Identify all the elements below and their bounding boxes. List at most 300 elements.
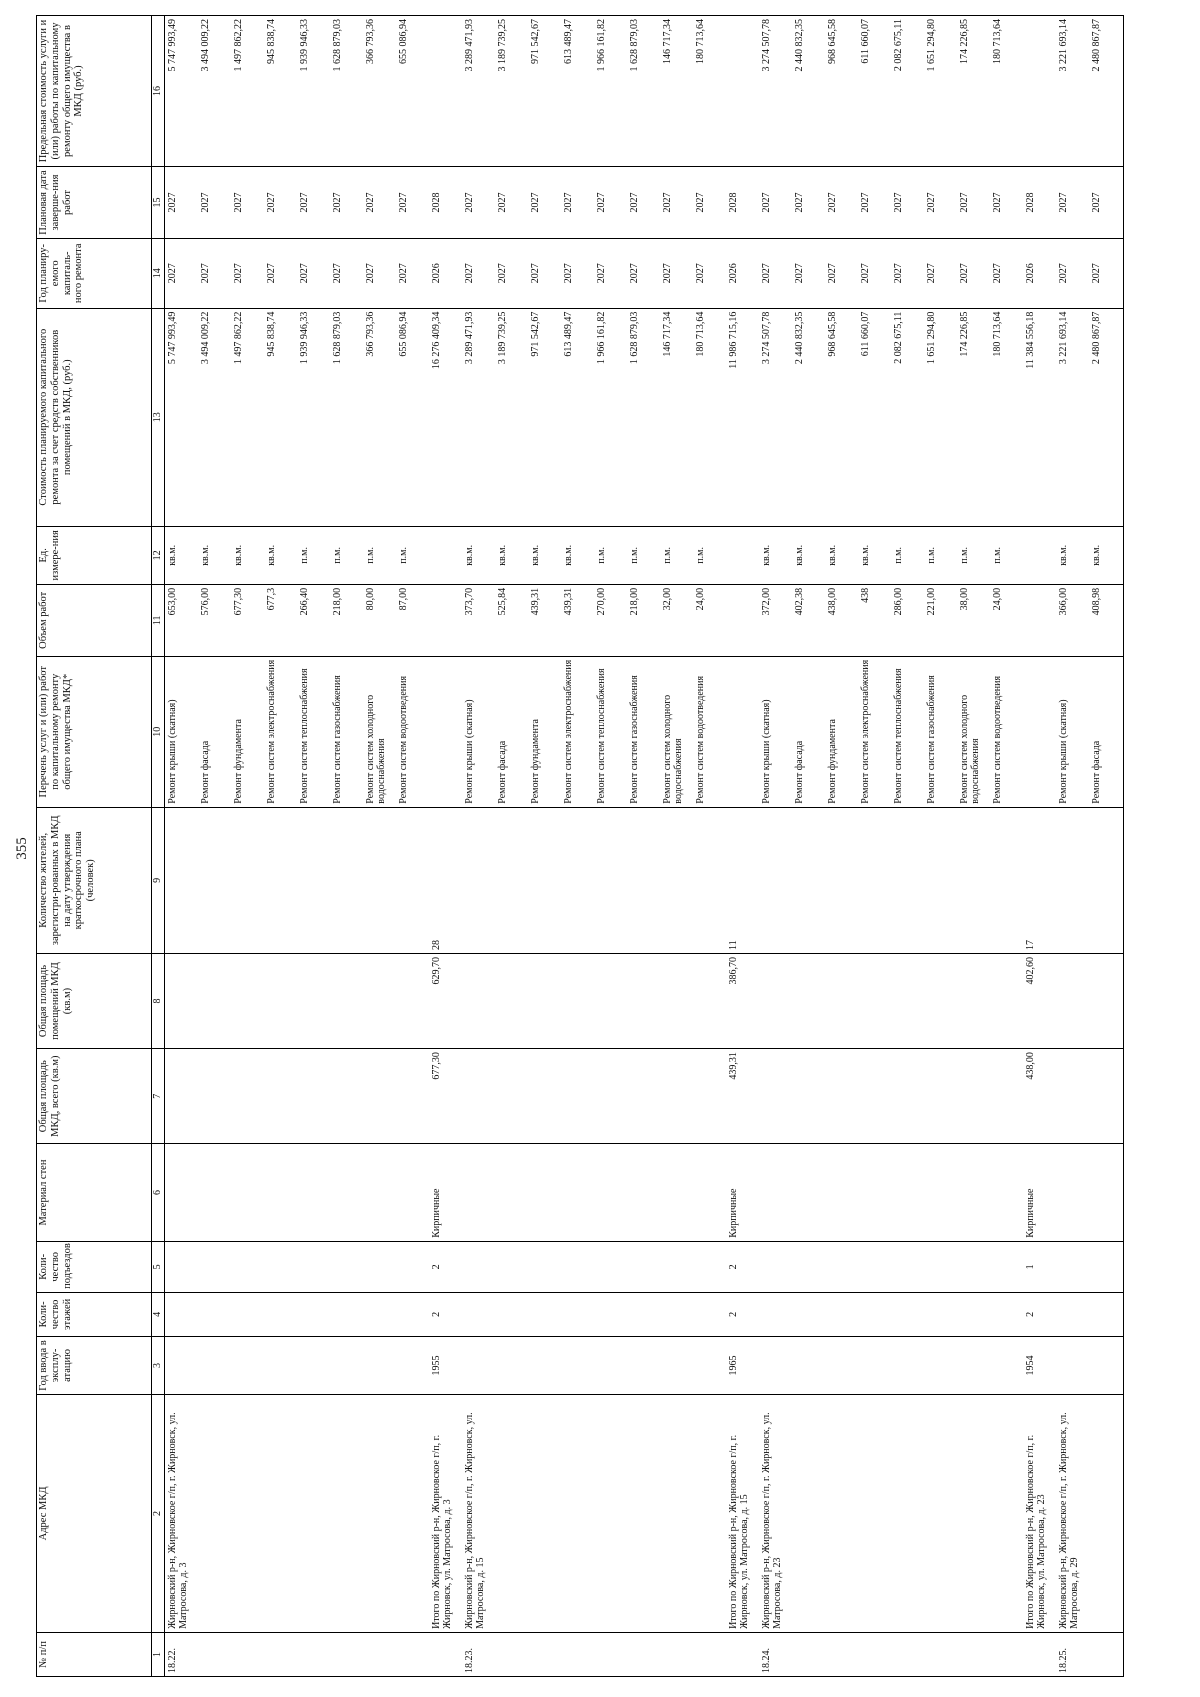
cell-col-15: 2027 [165,167,200,239]
table-row [232,16,265,1677]
cell-col-11 [727,584,759,656]
cell-col-14: 2027 [165,238,200,308]
cell-col-1: 18.25. [1056,1632,1090,1676]
cell-col-10: Ремонт крыши (скатная) [462,656,496,807]
cell-col-8 [826,953,859,1048]
cell-col-1 [331,1632,364,1676]
column-header-14: Год планиру-емого капиталь-ного ремонта [37,238,152,308]
cell-col-12: кв.м. [265,526,298,584]
cell-col-16: 3 494 009,22 [199,16,232,167]
cell-col-3 [892,1336,925,1394]
cell-col-4 [529,1292,562,1336]
cell-col-2 [298,1394,331,1632]
cell-col-10: Ремонт фундамента [826,656,859,807]
cell-col-5 [661,1241,694,1292]
cell-col-10: Ремонт фасада [793,656,826,807]
cell-col-3 [859,1336,892,1394]
cell-col-8 [496,953,529,1048]
cell-col-16 [1024,16,1056,167]
cell-col-14: 2027 [826,238,859,308]
cell-col-14: 2027 [991,238,1024,308]
cell-col-8 [562,953,595,1048]
cell-col-11: 438 [859,584,892,656]
cell-col-5 [892,1241,925,1292]
cell-col-8 [991,953,1024,1048]
cell-col-7: 438,00 [1024,1049,1056,1144]
cell-col-14: 2027 [925,238,958,308]
cell-col-15: 2028 [727,167,759,239]
cell-col-7 [364,1049,397,1144]
cell-col-1 [298,1632,331,1676]
cell-col-3 [694,1336,727,1394]
cell-col-7 [759,1049,793,1144]
cell-col-6: Кирпичные [727,1144,759,1242]
cell-col-8 [462,953,496,1048]
cell-col-11: 402,38 [793,584,826,656]
cell-col-1 [1090,1632,1124,1676]
table-row [826,16,859,1677]
table-row [991,16,1024,1677]
cell-col-9 [397,807,430,953]
cell-col-4 [826,1292,859,1336]
cell-col-3 [628,1336,661,1394]
cell-col-5: 2 [727,1241,759,1292]
cell-col-15: 2027 [826,167,859,239]
cell-col-4 [496,1292,529,1336]
cell-col-12: п.м. [331,526,364,584]
table-row [793,16,826,1677]
cell-col-9 [462,807,496,953]
cell-col-9 [496,807,529,953]
cell-col-6 [628,1144,661,1242]
cell-col-15: 2027 [759,167,793,239]
cell-col-11: 439,31 [529,584,562,656]
cell-col-8 [892,953,925,1048]
column-number-10: 10 [152,656,165,807]
cell-col-8: 629,70 [430,953,462,1048]
cell-col-15: 2027 [628,167,661,239]
cell-col-7 [628,1049,661,1144]
cell-col-14: 2027 [694,238,727,308]
cell-col-4 [991,1292,1024,1336]
cell-col-9 [694,807,727,953]
cell-col-7 [397,1049,430,1144]
cell-col-8 [232,953,265,1048]
cell-col-9 [265,807,298,953]
cell-col-14: 2027 [1056,238,1090,308]
cell-col-4 [199,1292,232,1336]
cell-col-16: 180 713,64 [991,16,1024,167]
cell-col-10: Ремонт фасада [496,656,529,807]
cell-col-13: 968 645,58 [826,308,859,526]
column-number-row [152,16,165,1677]
cell-col-5 [991,1241,1024,1292]
cell-col-1: 18.24. [759,1632,793,1676]
cell-col-9 [529,807,562,953]
cell-col-16: 2 440 832,35 [793,16,826,167]
cell-col-10: Ремонт систем газоснабжения [331,656,364,807]
table-row [496,16,529,1677]
cell-col-2 [991,1394,1024,1632]
cell-col-12: п.м. [298,526,331,584]
table-row [397,16,430,1677]
cell-col-6 [595,1144,628,1242]
cell-col-9: 11 [727,807,759,953]
cell-col-12: п.м. [628,526,661,584]
cell-col-5 [496,1241,529,1292]
table-row [759,16,793,1677]
column-header-5: Коли-чество подъездов [37,1241,152,1292]
column-header-2: Адрес МКД [37,1394,152,1632]
cell-col-15: 2027 [331,167,364,239]
cell-col-4: 2 [430,1292,462,1336]
cell-col-8 [661,953,694,1048]
cell-col-7 [892,1049,925,1144]
cell-col-6 [397,1144,430,1242]
table-row [529,16,562,1677]
cell-col-4 [1090,1292,1124,1336]
cell-col-5 [694,1241,727,1292]
cell-col-7 [661,1049,694,1144]
cell-col-13: 16 276 409,34 [430,308,462,526]
cell-col-7 [562,1049,595,1144]
cell-col-5: 1 [1024,1241,1056,1292]
cell-col-15: 2027 [595,167,628,239]
cell-col-2: Итого по Жирновский р-н, Жирновское г/п, г. Жирновск, ул. Матросова, д. 23 [1024,1394,1056,1632]
cell-col-4 [661,1292,694,1336]
cell-col-6 [1056,1144,1090,1242]
cell-col-13: 611 660,07 [859,308,892,526]
cell-col-11: 221,00 [925,584,958,656]
cell-col-3 [1056,1336,1090,1394]
cell-col-3 [595,1336,628,1394]
cell-col-5 [529,1241,562,1292]
cell-col-6 [331,1144,364,1242]
cell-col-2 [199,1394,232,1632]
column-number-16: 16 [152,16,165,167]
cell-col-15: 2027 [661,167,694,239]
cell-col-8 [298,953,331,1048]
cell-col-13: 655 086,94 [397,308,430,526]
cell-col-12: кв.м. [165,526,200,584]
cell-col-3 [298,1336,331,1394]
cell-col-16: 971 542,67 [529,16,562,167]
cell-col-7 [793,1049,826,1144]
cell-col-3 [1090,1336,1124,1394]
cell-col-13: 1 628 879,03 [331,308,364,526]
cell-col-10: Ремонт систем теплоснабжения [595,656,628,807]
cell-col-7 [1090,1049,1124,1144]
cell-col-10: Ремонт систем водоотведения [991,656,1024,807]
cell-col-15: 2027 [232,167,265,239]
cell-col-6 [364,1144,397,1242]
cell-col-12: п.м. [694,526,727,584]
cell-col-8 [595,953,628,1048]
cell-col-2 [562,1394,595,1632]
cell-col-1 [397,1632,430,1676]
cell-col-5 [925,1241,958,1292]
cell-col-14: 2027 [661,238,694,308]
cell-col-16: 945 838,74 [265,16,298,167]
cell-col-14: 2027 [793,238,826,308]
cell-col-8 [1056,953,1090,1048]
cell-col-6 [694,1144,727,1242]
cell-col-15: 2027 [397,167,430,239]
cell-col-16: 1 628 879,03 [628,16,661,167]
cell-col-7 [694,1049,727,1144]
cell-col-9: 17 [1024,807,1056,953]
cell-col-16: 1 651 294,80 [925,16,958,167]
table-row [661,16,694,1677]
cell-col-5 [232,1241,265,1292]
cell-col-4 [397,1292,430,1336]
cell-col-13: 3 289 471,93 [462,308,496,526]
cell-col-6 [661,1144,694,1242]
cell-col-4 [759,1292,793,1336]
cell-col-1 [727,1632,759,1676]
cell-col-16: 2 480 867,87 [1090,16,1124,167]
cell-col-8 [694,953,727,1048]
cell-col-6 [496,1144,529,1242]
cell-col-1 [1024,1632,1056,1676]
cell-col-1 [826,1632,859,1676]
cell-col-14: 2027 [397,238,430,308]
cell-col-6 [958,1144,991,1242]
cell-col-12: кв.м. [859,526,892,584]
cell-col-15: 2027 [859,167,892,239]
cell-col-2 [529,1394,562,1632]
cell-col-2 [232,1394,265,1632]
column-number-14: 14 [152,238,165,308]
cell-col-11: 653,00 [165,584,200,656]
cell-col-1: 18.22. [165,1632,200,1676]
cell-col-13: 11 986 715,16 [727,308,759,526]
cell-col-9 [793,807,826,953]
cell-col-14: 2026 [430,238,462,308]
cell-col-8 [199,953,232,1048]
cell-col-12: п.м. [397,526,430,584]
cell-col-1 [793,1632,826,1676]
cell-col-5 [199,1241,232,1292]
cell-col-10: Ремонт систем теплоснабжения [892,656,925,807]
cell-col-2 [793,1394,826,1632]
cell-col-15: 2027 [892,167,925,239]
cell-col-15: 2027 [958,167,991,239]
cell-col-3 [661,1336,694,1394]
cell-col-15: 2027 [925,167,958,239]
cell-col-16: 174 226,85 [958,16,991,167]
cell-col-3: 1955 [430,1336,462,1394]
cell-col-8 [793,953,826,1048]
column-number-7: 7 [152,1049,165,1144]
column-number-8: 8 [152,953,165,1048]
column-number-9: 9 [152,807,165,953]
cell-col-7 [1056,1049,1090,1144]
cell-col-6 [265,1144,298,1242]
cell-col-16 [727,16,759,167]
cell-col-1 [529,1632,562,1676]
cell-col-11: 408,98 [1090,584,1124,656]
cell-col-3 [529,1336,562,1394]
cell-col-10: Ремонт систем холодного водоснабжения [958,656,991,807]
cell-col-5 [364,1241,397,1292]
cell-col-12: п.м. [364,526,397,584]
cell-col-13: 3 494 009,22 [199,308,232,526]
cell-col-12: кв.м. [199,526,232,584]
cell-col-4 [1056,1292,1090,1336]
cell-col-7 [298,1049,331,1144]
cell-col-6 [462,1144,496,1242]
cell-col-8 [331,953,364,1048]
cell-col-11: 80,00 [364,584,397,656]
column-header-10: Перечень услуг и (или) работ по капитальному ремонту общего имущества МКД* [37,656,152,807]
column-header-13: Стоимость планируемого капитального ремонта за счет средств собственников помещений в МКД, (руб.) [37,308,152,526]
cell-col-14: 2027 [462,238,496,308]
cell-col-9 [759,807,793,953]
cell-col-9 [925,807,958,953]
cell-col-7 [165,1049,200,1144]
cell-col-4: 2 [727,1292,759,1336]
table-row [364,16,397,1677]
cell-col-12: п.м. [925,526,958,584]
cell-col-15: 2027 [529,167,562,239]
cell-col-16: 3 189 739,25 [496,16,529,167]
cell-col-15: 2027 [265,167,298,239]
cell-col-10: Ремонт систем холодного водоснабжения [661,656,694,807]
cell-col-10: Ремонт крыши (скатная) [1056,656,1090,807]
cell-col-13: 3 221 693,14 [1056,308,1090,526]
table-row [925,16,958,1677]
cell-col-12: п.м. [958,526,991,584]
total-row [1024,16,1056,1677]
cell-col-12: кв.м. [496,526,529,584]
column-header-6: Материал стен [37,1144,152,1242]
cell-col-10 [430,656,462,807]
cell-col-6 [859,1144,892,1242]
cell-col-1 [694,1632,727,1676]
cell-col-11: 38,00 [958,584,991,656]
cell-col-3 [562,1336,595,1394]
cell-col-8 [165,953,200,1048]
cell-col-9 [364,807,397,953]
cell-col-10: Ремонт систем газоснабжения [925,656,958,807]
cell-col-9 [859,807,892,953]
column-number-5: 5 [152,1241,165,1292]
cell-col-7 [496,1049,529,1144]
cell-col-13: 174 226,85 [958,308,991,526]
column-number-4: 4 [152,1292,165,1336]
cell-col-1 [991,1632,1024,1676]
column-number-13: 13 [152,308,165,526]
cell-col-2: Жирновский р-н, Жирновское г/п, г. Жирновск, ул. Матросова, д. 29 [1056,1394,1090,1632]
column-header-1: № п/п [37,1632,152,1676]
column-number-11: 11 [152,584,165,656]
cell-col-8 [364,953,397,1048]
cell-col-4 [232,1292,265,1336]
cell-col-14: 2027 [232,238,265,308]
cell-col-3 [925,1336,958,1394]
cell-col-10: Ремонт фасада [199,656,232,807]
cell-col-3 [265,1336,298,1394]
total-row [727,16,759,1677]
cell-col-4 [958,1292,991,1336]
column-number-1: 1 [152,1632,165,1676]
cell-col-5 [562,1241,595,1292]
cell-col-1 [925,1632,958,1676]
cell-col-4 [265,1292,298,1336]
cell-col-15: 2027 [496,167,529,239]
cell-col-2 [958,1394,991,1632]
cell-col-15: 2027 [1056,167,1090,239]
column-number-6: 6 [152,1144,165,1242]
cell-col-10: Ремонт систем водоотведения [694,656,727,807]
cell-col-8 [925,953,958,1048]
cell-col-9 [958,807,991,953]
cell-col-1 [595,1632,628,1676]
cell-col-13: 180 713,64 [991,308,1024,526]
cell-col-12: кв.м. [759,526,793,584]
cell-col-11: 576,00 [199,584,232,656]
cell-col-2 [826,1394,859,1632]
cell-col-5 [793,1241,826,1292]
cell-col-10: Ремонт систем холодного водоснабжения [364,656,397,807]
cell-col-16: 5 747 993,49 [165,16,200,167]
cell-col-12: п.м. [595,526,628,584]
table-row [265,16,298,1677]
cell-col-4 [331,1292,364,1336]
cell-col-14: 2027 [331,238,364,308]
cell-col-3: 1965 [727,1336,759,1394]
cell-col-14: 2027 [892,238,925,308]
cell-col-10 [1024,656,1056,807]
cell-col-7 [826,1049,859,1144]
cell-col-1 [364,1632,397,1676]
cell-col-13: 5 747 993,49 [165,308,200,526]
cell-col-4 [793,1292,826,1336]
cell-col-11: 677,30 [232,584,265,656]
cell-col-5 [859,1241,892,1292]
column-header-9: Количество жителей, зарегистри-рованных в МКД на дату утверждения краткосрочного плана (человек) [37,807,152,953]
cell-col-9: 28 [430,807,462,953]
cell-col-1 [562,1632,595,1676]
cell-col-3 [793,1336,826,1394]
cell-col-15: 2027 [364,167,397,239]
cell-col-14: 2027 [595,238,628,308]
cell-col-2 [397,1394,430,1632]
cell-col-16: 968 645,58 [826,16,859,167]
cell-col-16: 655 086,94 [397,16,430,167]
column-number-3: 3 [152,1336,165,1394]
cell-col-16: 1 497 862,22 [232,16,265,167]
cell-col-3 [364,1336,397,1394]
cell-col-8 [397,953,430,1048]
cell-col-2 [661,1394,694,1632]
cell-col-14: 2026 [1024,238,1056,308]
cell-col-13: 613 489,47 [562,308,595,526]
cell-col-6 [991,1144,1024,1242]
cell-col-13: 2 480 867,87 [1090,308,1124,526]
cell-col-8: 402,60 [1024,953,1056,1048]
cell-col-6 [1090,1144,1124,1242]
cell-col-11: 438,00 [826,584,859,656]
repair-plan-table [36,15,1124,1677]
cell-col-9 [232,807,265,953]
cell-col-7: 439,31 [727,1049,759,1144]
cell-col-14: 2027 [199,238,232,308]
cell-col-12 [727,526,759,584]
cell-col-3 [397,1336,430,1394]
cell-col-12: кв.м. [826,526,859,584]
